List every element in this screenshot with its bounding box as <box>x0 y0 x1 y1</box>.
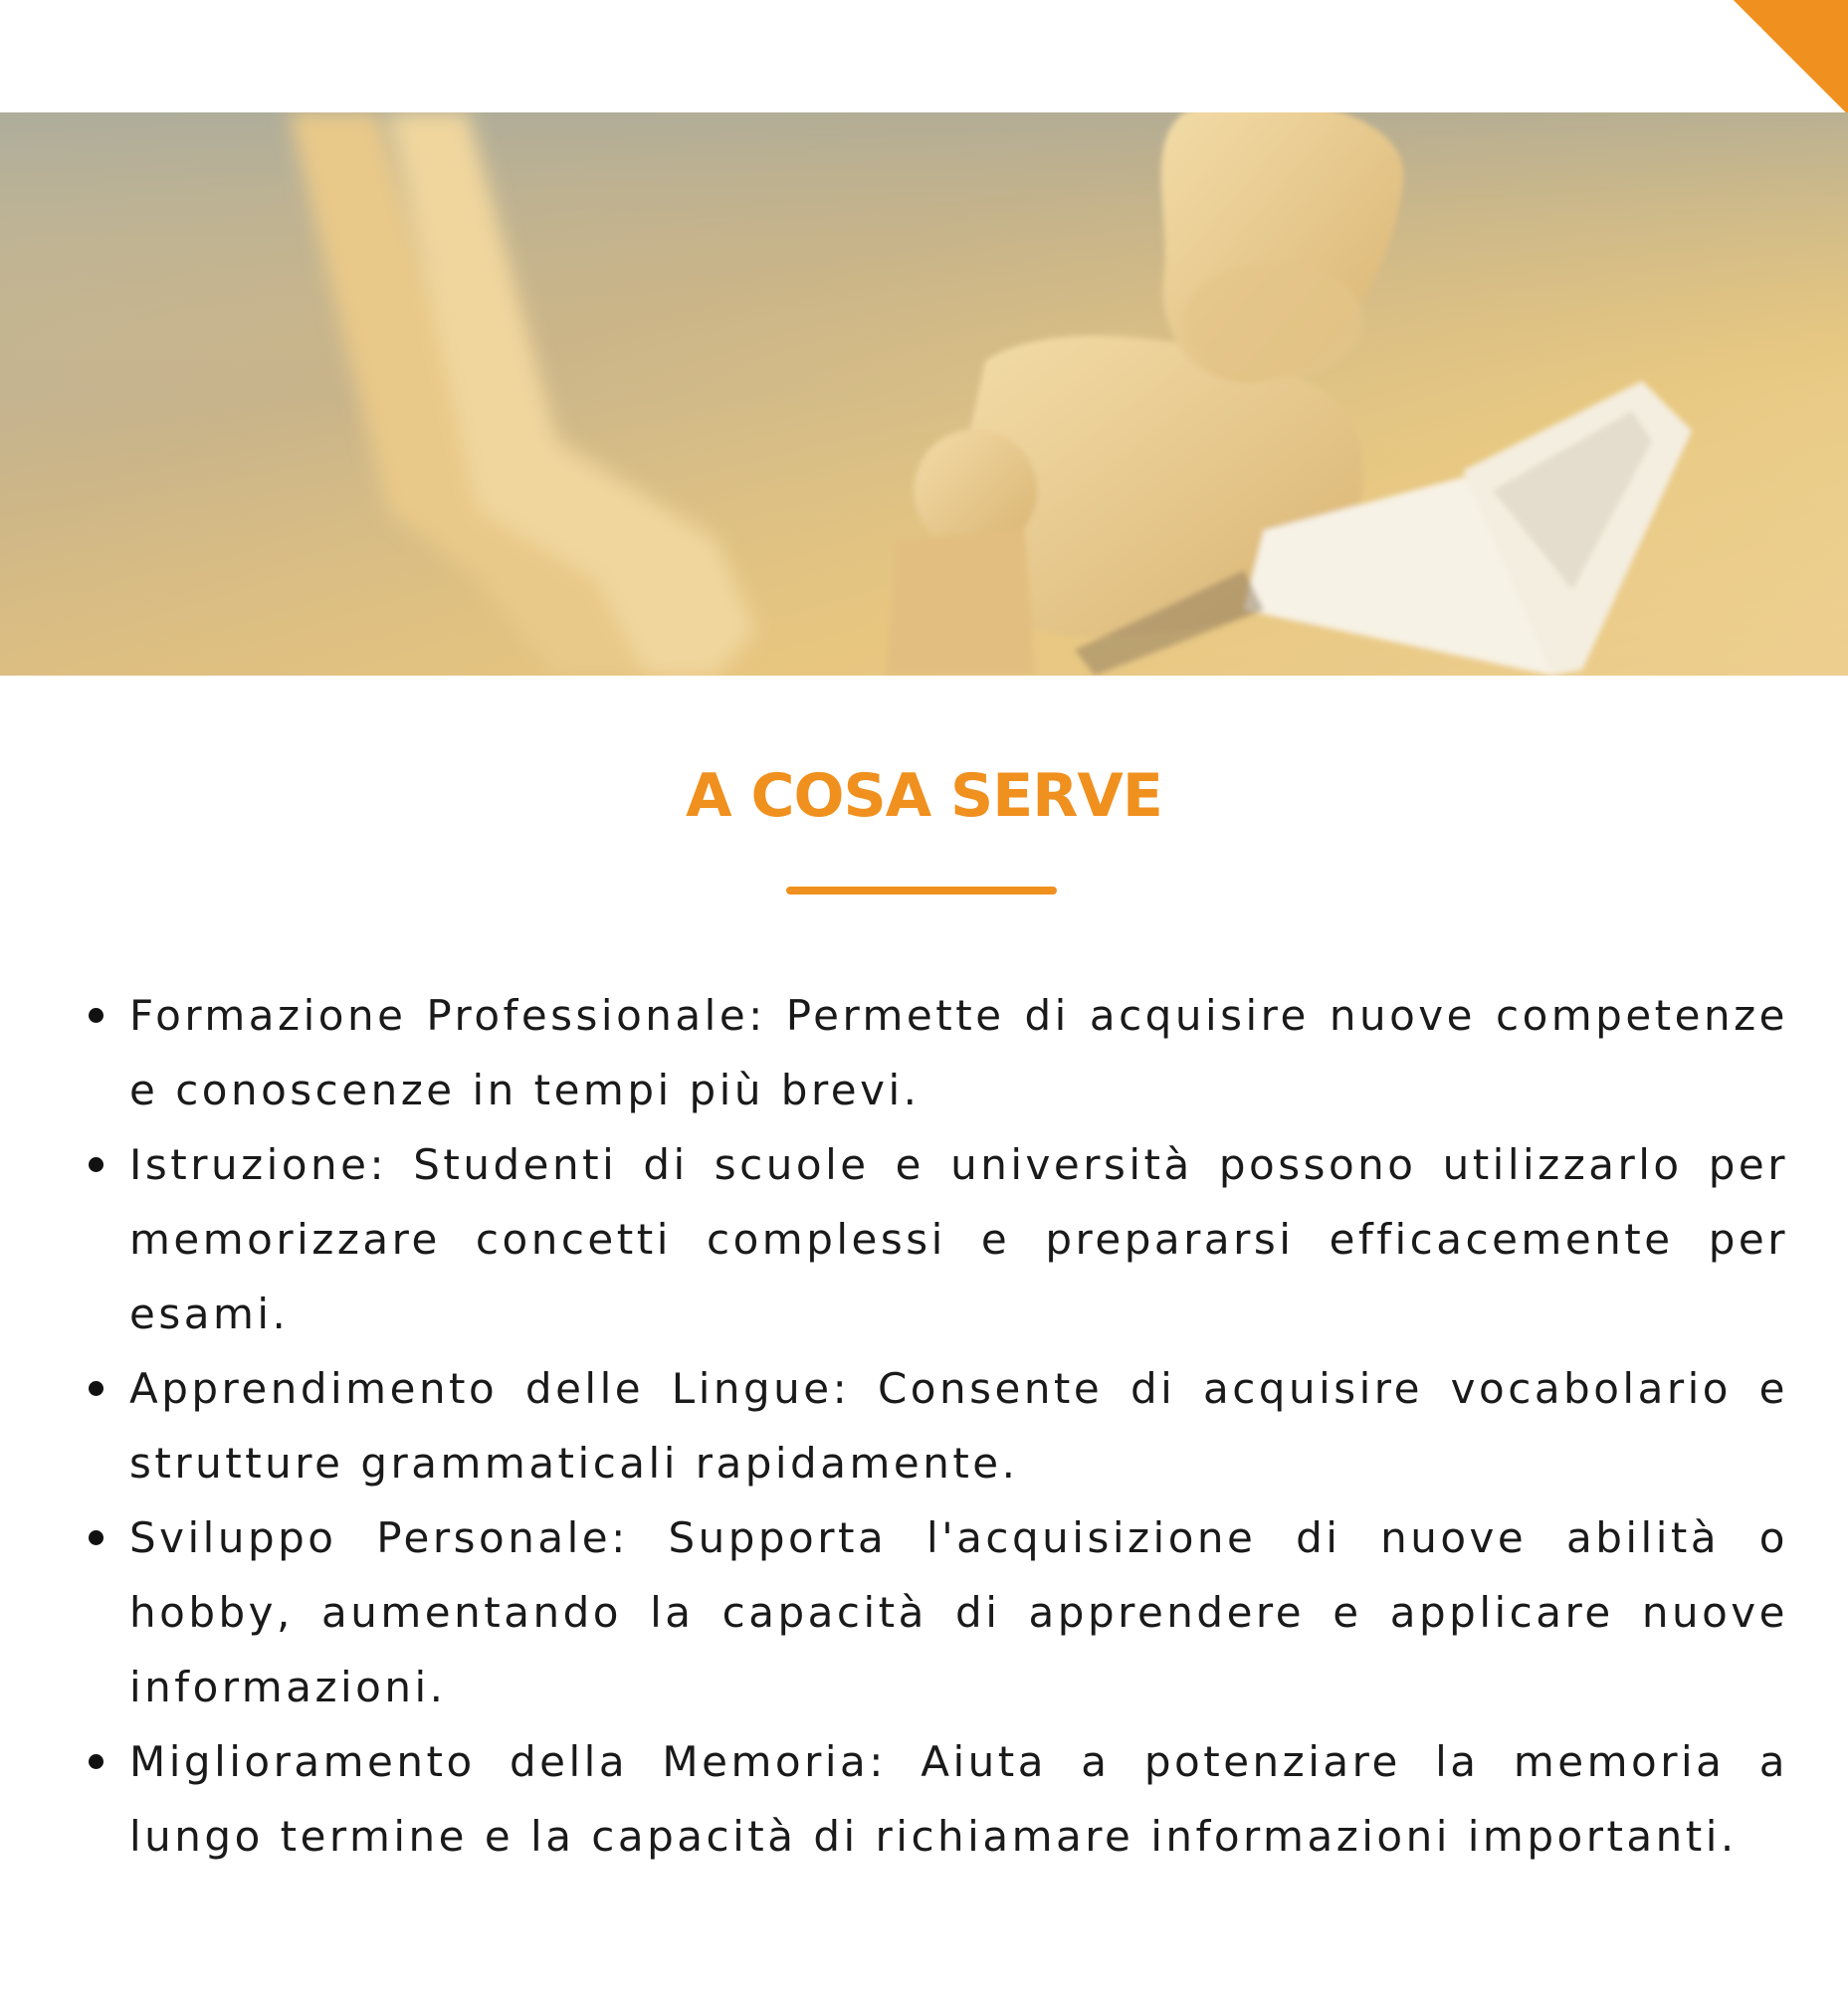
list-item <box>129 1127 1788 1351</box>
bullet-icon <box>89 1157 103 1172</box>
bullet-icon <box>89 1530 103 1545</box>
list-item-text: Istruzione: Studenti di scuole e università possono utilizzarlo per memorizzare concetti complessi e prepararsi efficacemente per esami. <box>129 1140 1788 1338</box>
uses-list <box>129 978 1788 1874</box>
list-item-text: Sviluppo Personale: Supporta l'acquisizione di nuove abilità o hobby, aumentando la capacità di apprendere e applicare nuove informazioni. <box>129 1513 1788 1711</box>
list-item <box>129 1724 1788 1874</box>
list-item <box>129 1500 1788 1724</box>
list-item-text: Formazione Professionale: Permette di acquisire nuove competenze e conoscenze in tempi più brevi. <box>129 991 1788 1114</box>
list-item <box>129 978 1788 1127</box>
bullet-icon <box>89 1008 103 1023</box>
title-divider <box>786 887 1057 895</box>
section-title: A COSA SERVE <box>686 761 1162 831</box>
hero-image <box>0 112 1848 676</box>
corner-accent <box>1734 0 1848 114</box>
bullet-icon <box>89 1754 103 1769</box>
list-item-text: Apprendimento delle Lingue: Consente di acquisire vocabolario e strutture grammaticali rapidamente. <box>129 1364 1788 1488</box>
list-item-text: Miglioramento della Memoria: Aiuta a potenziare la memoria a lungo termine e la capacità di richiamare informazioni importanti. <box>129 1737 1788 1861</box>
bullet-icon <box>89 1381 103 1396</box>
list-item <box>129 1351 1788 1500</box>
